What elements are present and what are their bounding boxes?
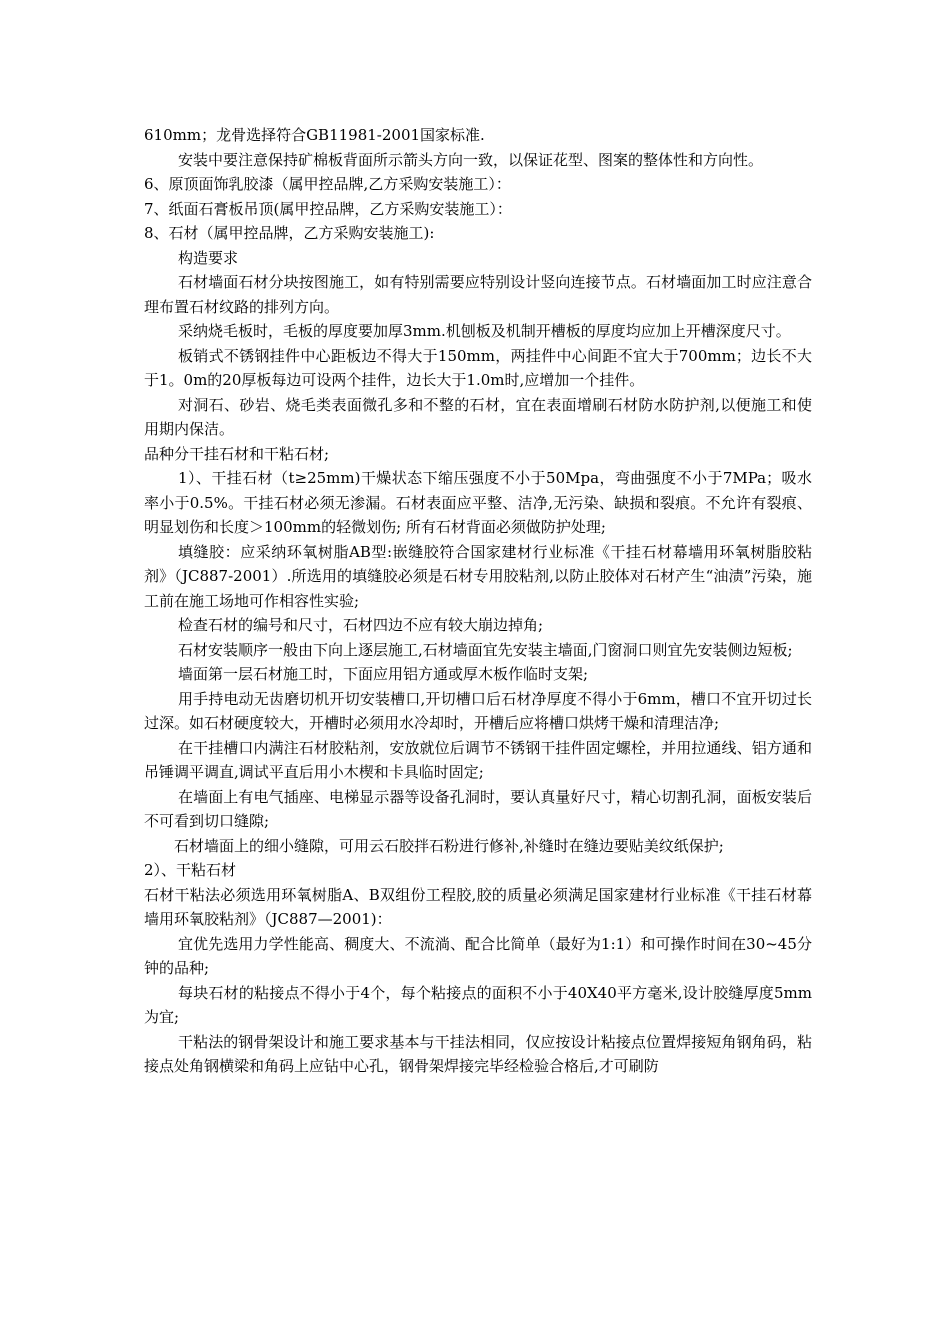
paragraph-pin-hanger-spacing: 板销式不锈钢挂件中心距板边不得大于150mm，两挂件中心间距不宜大于700mm；边长不大于1。0m的20厚板每边可设两个挂件，边长大于1.0m时,应增加一个挂件。	[144, 346, 812, 389]
paragraph-stone-types: 品种分干挂石材和干粘石材;	[144, 444, 330, 463]
paragraph-slot-adhesive: 在干挂槽口内满注石材胶粘剂，安放就位后调节不锈钢干挂件固定螺栓，并用拉通线、铝方通和吊锤调平调直,调试平直后用小木楔和卡具临时固定;	[144, 738, 812, 781]
paragraph-first-layer-support: 墙面第一层石材施工时，下面应用铝方通或厚木板作临时支架;	[178, 665, 589, 683]
paragraph-epoxy-requirement: 石材干粘法必须选用环氧树脂A、B双组份工程胶,胶的质量必须满足国家建材行业标准《干挂石材幕墙用环氧胶粘剂》（JC887—2001)：	[144, 885, 812, 928]
paragraph-install-order: 石材安装顺序一般由下向上逐层施工,石材墙面宜先安装主墙面,门窗洞口则宜先安装侧边短板;	[178, 640, 793, 659]
heading-dry-bonded-stone: 2）、干粘石材	[144, 861, 237, 879]
paragraph-gap-repair: 石材墙面上的细小缝隙，可用云石胶拌石粉进行修补,补缝时在缝边要贴美纹纸保护;	[174, 836, 724, 855]
subheading-construction-requirements: 构造要求	[178, 248, 239, 267]
paragraph-bond-points: 每块石材的粘接点不得小于4个，每个粘接点的面积不小于40X40平方毫米,设计胶缝厚度5mm为宜;	[144, 983, 812, 1026]
paragraph-keel-standard: 610mm；龙骨选择符合GB11981-2001国家标准.	[144, 126, 485, 144]
paragraph-steel-frame: 干粘法的钢骨架设计和施工要求基本与干挂法相同，仅应按设计粘接点位置焊接短角钢角码，粘接点处角钢横梁和角码上应钻中心孔，钢骨架焊接完毕经检验合格后,才可刷防	[144, 1032, 812, 1075]
paragraph-flamed-board-thickness: 采纳烧毛板时，毛板的厚度要加厚3mm.机刨板及机制开槽板的厚度均应加上开槽深度尺寸。	[178, 322, 791, 340]
paragraph-adhesive-selection: 宜优先选用力学性能高、稠度大、不流淌、配合比简单（最好为1:1）和可操作时间在30~45分钟的品种;	[144, 934, 812, 977]
paragraph-slot-cutting: 用手持电动无齿磨切机开切安装槽口,开切槽口后石材净厚度不得小于6mm，槽口不宜开切过长过深。如石材硬度较大，开槽时必须用水冷却时，开槽后应将槽口烘烤干燥和清理洁净;	[144, 689, 812, 732]
paragraph-joint-adhesive: 填缝胶：应采纳环氧树脂AB型:嵌缝胶符合国家建材行业标准《干挂石材幕墙用环氧树脂胶粘剂》（JC887-2001）.所选用的填缝胶必须是石材专用胶粘剂,以防止胶体对石材产生“油渍”污染，施工前在施工场地可作相容性实验;	[144, 542, 812, 610]
paragraph-check-stone: 检查石材的编号和尺寸，石材四边不应有较大崩边掉角;	[178, 616, 544, 634]
paragraph-dry-hung-stone: 1）、干挂石材（t≥25mm)干燥状态下缩压强度不小于50Mpa，弯曲强度不小于7MPa；吸水率小于0.5%。干挂石材必须无渗漏。石材表面应平整、洁净,无污染、缺损和裂痕。不允许有裂痕、明显划伤和长度＞100mm的轻微划伤; 所有石材背面必须做防护处理;	[144, 469, 812, 536]
heading-item-8: 8、石材（属甲控品牌，乙方采购安装施工):	[144, 224, 435, 242]
heading-item-6: 6、原顶面饰乳胶漆（属甲控品牌,乙方采购安装施工）：	[144, 175, 511, 193]
document-body	[144, 123, 812, 1079]
heading-item-7: 7、纸面石膏板吊顶(属甲控品牌，乙方采购安装施工）：	[144, 199, 512, 218]
paragraph-protective-agent: 对洞石、砂岩、烧毛类表面微孔多和不整的石材，宜在表面增刷石材防水防护剂,以便施工和使用期内保洁。	[144, 395, 812, 438]
paragraph-stone-wall-layout: 石材墙面石材分块按图施工，如有特别需要应特别设计竖向连接节点。石材墙面加工时应注意合理布置石材纹路的排列方向。	[144, 273, 812, 316]
paragraph-mineral-board-direction: 安装中要注意保持矿棉板背面所示箭头方向一致，以保证花型、图案的整体性和方向性。	[178, 150, 764, 169]
paragraph-equipment-openings: 在墙面上有电气插座、电梯显示器等设备孔洞时，要认真量好尺寸，精心切割孔洞，面板安装后不可看到切口缝隙;	[144, 787, 812, 830]
